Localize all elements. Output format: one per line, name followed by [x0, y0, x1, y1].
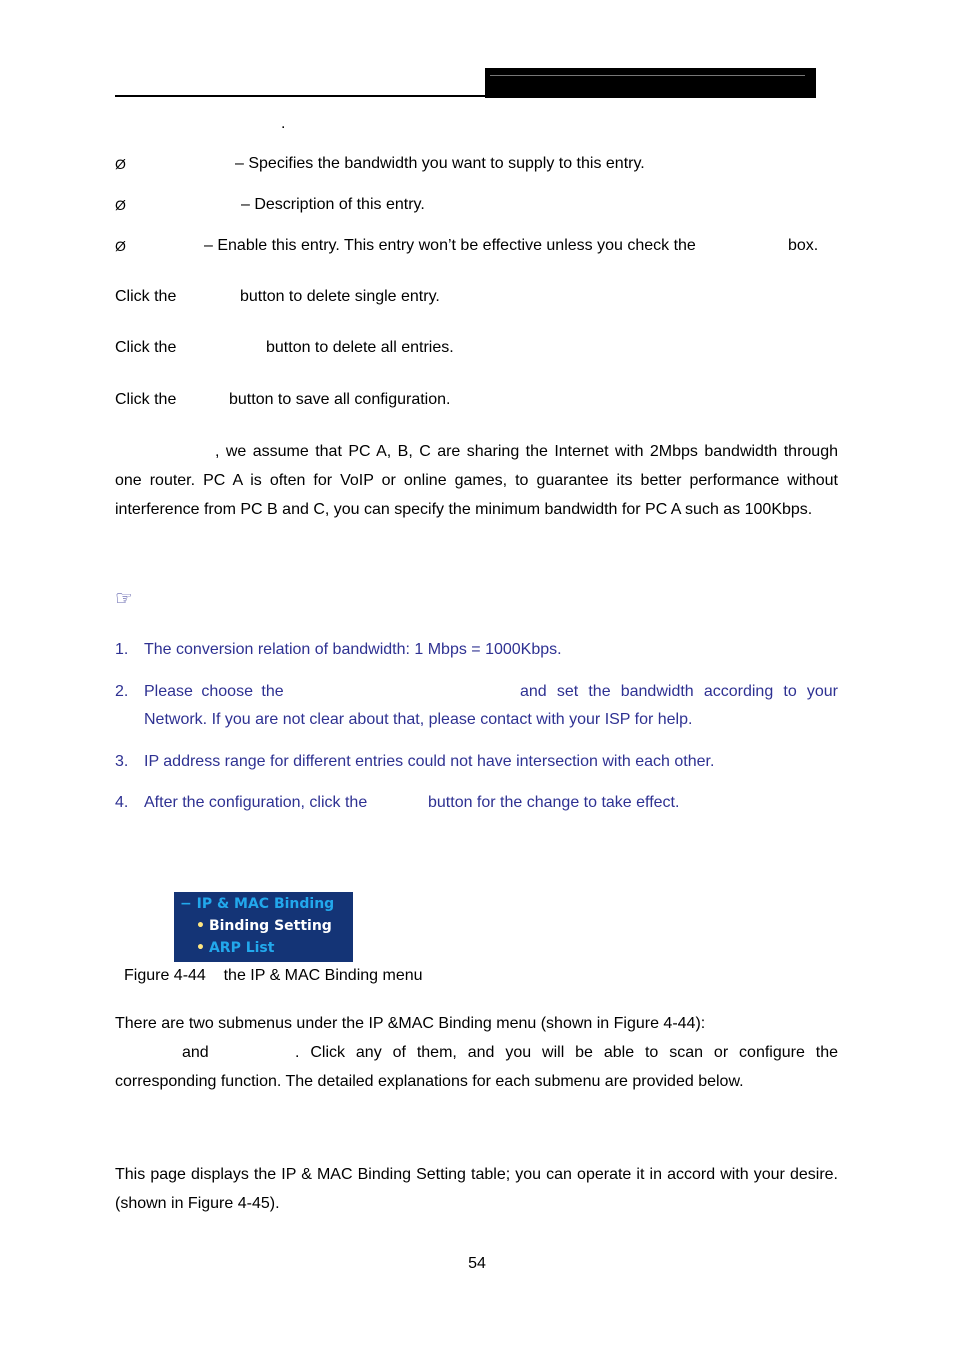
note-text: IP address range for different entries could not have intersection with each other.	[144, 753, 715, 770]
menu-item-ip-mac-binding[interactable]	[180, 896, 334, 912]
click-lead: Click the	[115, 391, 177, 408]
menu-item-arp-list[interactable]	[196, 940, 274, 956]
menu-item-binding-setting[interactable]	[196, 918, 332, 934]
header-bar-line	[490, 75, 805, 76]
submenu-line-2a: and	[182, 1044, 209, 1061]
submenu-line-3: corresponding function. The detailed explanations for each submenu are provided below.	[115, 1073, 744, 1090]
submenu-line-1: There are two submenus under the IP &MAC Binding menu (shown in Figure 4-44):	[115, 1015, 706, 1032]
collapse-icon: −	[180, 896, 192, 912]
bullet-marker: Ø	[115, 238, 126, 254]
note-number: 3.	[115, 753, 129, 770]
binding-paragraph: This page displays the IP & MAC Binding Setting table; you can operate it in accord with your desire. (shown in Figure 4-45).	[115, 1166, 838, 1212]
note-text: After the configuration, click the	[144, 794, 368, 811]
page-number: 54	[468, 1255, 486, 1272]
note-text: and set the bandwidth according to your	[520, 683, 838, 700]
note-text: Network. If you are not clear about that, please contact with your ISP for help.	[144, 711, 693, 728]
click-delete-text: button to delete single entry.	[240, 288, 440, 305]
click-lead: Click the	[115, 339, 177, 356]
click-save-text: button to save all configuration.	[229, 391, 451, 408]
bullet-enable-tail: box.	[788, 237, 819, 254]
menu-item-label: Binding Setting	[208, 918, 332, 934]
click-delete-all-text: button to delete all entries.	[266, 339, 454, 356]
bullet-dot-icon: •	[196, 940, 205, 956]
intro-period: .	[281, 115, 286, 132]
bullet-marker: Ø	[115, 197, 126, 213]
bullet-marker: Ø	[115, 156, 126, 172]
note-number: 2.	[115, 683, 129, 700]
example-paragraph: , we assume that PC A, B, C are sharing the Internet with 2Mbps bandwidth through one router. PC A is often for VoIP or online games, to guarantee its better performance without interference from PC B and C, you can specify the minimum bandwidth for PC A such as 100Kbps.	[115, 443, 838, 518]
note-text: button for the change to take effect.	[428, 794, 680, 811]
note-text: The conversion relation of bandwidth: 1 Mbps = 1000Kbps.	[144, 641, 562, 658]
bullet-bandwidth-text: – Specifies the bandwidth you want to supply to this entry.	[235, 155, 645, 172]
note-hand-icon: ☞	[115, 586, 133, 610]
bullet-description-text: – Description of this entry.	[241, 196, 425, 213]
figure-caption: Figure 4-44 the IP & MAC Binding menu	[124, 967, 423, 984]
menu-item-label: IP & MAC Binding	[196, 896, 335, 912]
header-bar	[485, 68, 816, 98]
note-text: Please choose the	[144, 683, 284, 700]
menu-item-label: ARP List	[208, 940, 275, 956]
note-number: 4.	[115, 794, 129, 811]
bullet-enable-text: – Enable this entry. This entry won’t be effective unless you check the	[204, 237, 696, 254]
click-lead: Click the	[115, 288, 177, 305]
header-rule	[115, 95, 485, 97]
submenu-line-2b: . Click any of them, and you will be able to scan or configure the	[295, 1044, 838, 1061]
ip-mac-binding-menu	[174, 892, 353, 962]
note-number: 1.	[115, 641, 129, 658]
bullet-dot-icon: •	[196, 918, 205, 934]
